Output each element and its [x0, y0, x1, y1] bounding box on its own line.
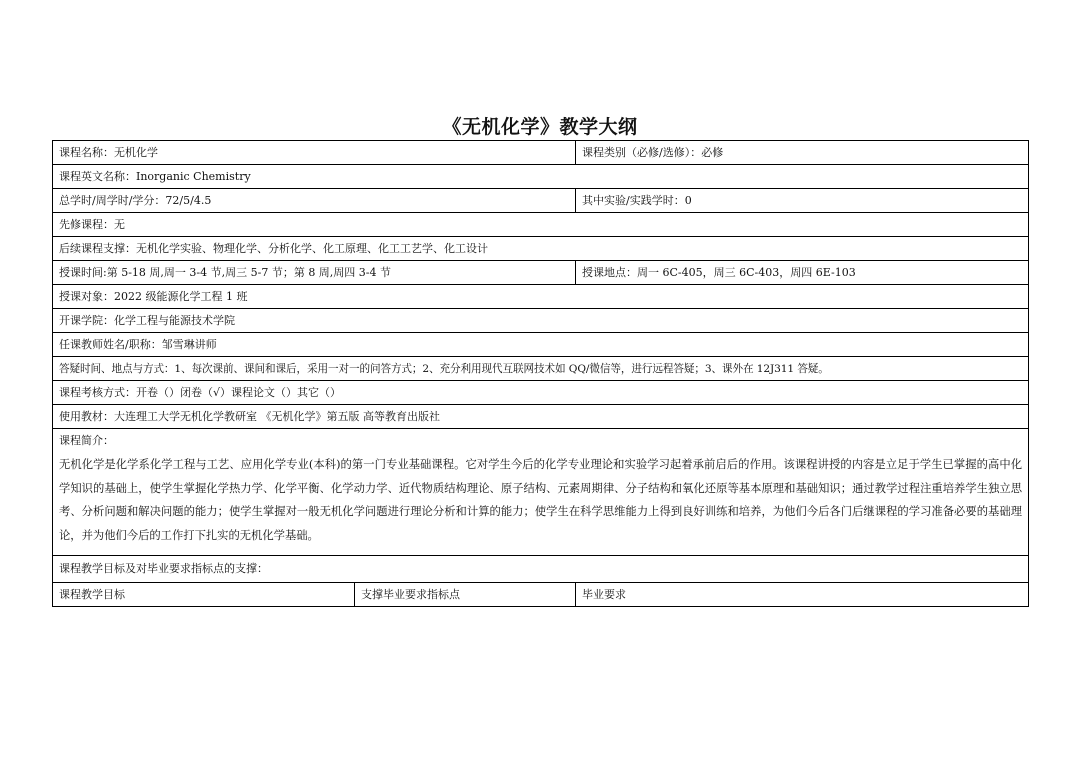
objectives-heading-cell: 课程教学目标及对毕业要求指标点的支撑： [53, 556, 1029, 583]
audience-cell: 授课对象：2022 级能源化学工程 1 班 [53, 285, 1029, 309]
row-assessment [53, 381, 1029, 405]
row-textbook [53, 405, 1029, 429]
prerequisite-cell: 先修课程：无 [53, 213, 1029, 237]
class-time-cell: 授课时间:第 5-18 周,周一 3-4 节,周三 5-7 节；第 8 周,周四 3-4 节 [53, 261, 576, 285]
row-english-name [53, 165, 1029, 189]
hours-credits-cell: 总学时/周学时/学分：72/5/4.5 [53, 189, 576, 213]
row-class-time [53, 261, 1029, 285]
row-audience [53, 285, 1029, 309]
row-course-name [53, 141, 1029, 165]
row-hours [53, 189, 1029, 213]
class-location-cell: 授课地点：周一 6C-405，周三 6C-403，周四 6E-103 [576, 261, 1029, 285]
qa-cell: 答疑时间、地点与方式：1、每次课前、课间和课后，采用一对一的问答方式；2、充分利用现代互联网技术如 QQ/微信等，进行远程答疑；3、课外在 12J311 答疑。 [53, 357, 1029, 381]
row-qa [53, 357, 1029, 381]
col-objective-header: 课程教学目标 [53, 583, 355, 607]
follow-up-cell: 后续课程支撑：无机化学实验、物理化学、分析化学、化工原理、化工工艺学、化工设计 [53, 237, 1029, 261]
college-cell: 开课学院：化学工程与能源技术学院 [53, 309, 1029, 333]
row-objectives-columns [53, 583, 1029, 607]
row-follow-up [53, 237, 1029, 261]
row-teacher [53, 333, 1029, 357]
row-prerequisite [53, 213, 1029, 237]
row-intro [53, 429, 1029, 556]
assessment-cell: 课程考核方式：开卷（）闭卷（√）课程论文（）其它（） [53, 381, 1029, 405]
lab-hours-cell: 其中实验/实践学时：0 [576, 189, 1029, 213]
intro-text: 无机化学是化学系化学工程与工艺、应用化学专业(本科)的第一门专业基础课程。它对学生今后的化学专业理论和实验学习起着承前启后的作用。该课程讲授的内容是立足于学生已掌握的高中化学知识的基础上，使学生掌握化学热力学、化学平衡、化学动力学、近代物质结构理论、原子结构、元素周期律、分子结构和氧化还原等基本原理和基础知识；通过教学过程注重培养学生独立思考、分析问题和解决问题的能力；使学生掌握对一般无机化学问题进行理论分析和计算的能力；使学生在科学思维能力上得到良好训练和培养，为他们今后各门后继课程的学习准备必要的基础理论，并为他们今后的工作打下扎实的无机化学基础。 [59, 458, 1023, 542]
intro-label: 课程简介： [59, 434, 114, 447]
syllabus-table [52, 140, 1029, 607]
col-indicator-header: 支撑毕业要求指标点 [355, 583, 576, 607]
intro-cell [53, 429, 1029, 556]
teacher-cell: 任课教师姓名/职称：邹雪琳讲师 [53, 333, 1029, 357]
english-name-cell: 课程英文名称：Inorganic Chemistry [53, 165, 1029, 189]
row-objectives-heading [53, 556, 1029, 583]
course-category-cell: 课程类别（必修/选修）：必修 [576, 141, 1029, 165]
page-title: 《无机化学》教学大纲 [442, 116, 638, 138]
textbook-cell: 使用教材：大连理工大学无机化学教研室 《无机化学》第五版 高等教育出版社 [53, 405, 1029, 429]
course-name-cell: 课程名称：无机化学 [53, 141, 576, 165]
row-college [53, 309, 1029, 333]
col-requirement-header: 毕业要求 [576, 583, 1029, 607]
